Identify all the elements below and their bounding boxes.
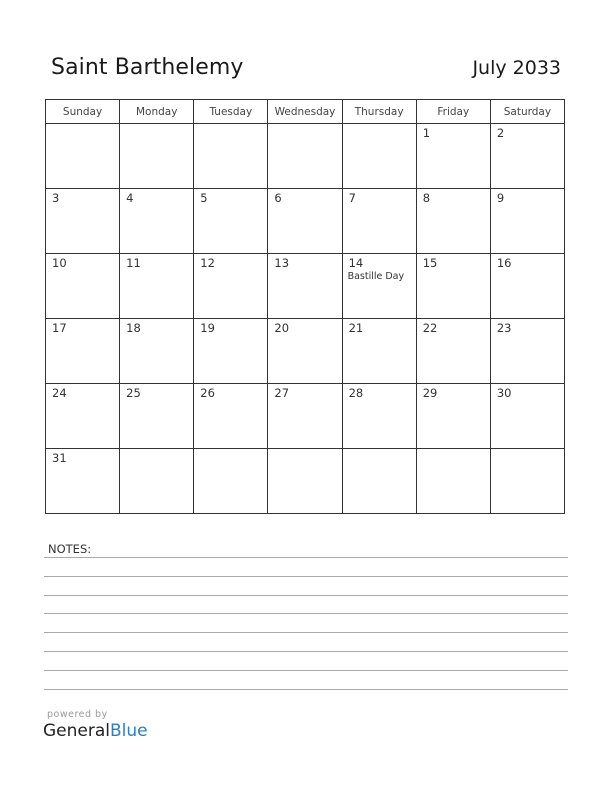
day-number: 16 xyxy=(496,256,512,270)
empty-day-cell xyxy=(268,124,342,189)
powered-by-label: powered by xyxy=(47,709,108,720)
empty-day-cell xyxy=(268,449,342,514)
month-year-label: July 2033 xyxy=(472,57,561,79)
empty-day-cell xyxy=(342,449,416,514)
day-number: 5 xyxy=(200,191,208,205)
empty-day-cell xyxy=(120,124,194,189)
day-number: 17 xyxy=(52,321,67,335)
day-number: 3 xyxy=(52,191,60,205)
day-cell xyxy=(120,384,194,449)
day-number: 12 xyxy=(200,256,215,270)
day-number: 7 xyxy=(348,191,356,205)
day-cell xyxy=(46,319,120,384)
day-number: 29 xyxy=(422,386,438,400)
day-cell xyxy=(120,254,194,319)
day-cell xyxy=(194,254,268,319)
weekday-header: Saturday xyxy=(490,100,564,124)
day-number: 28 xyxy=(348,386,364,400)
day-number: 20 xyxy=(274,321,290,335)
day-number: 18 xyxy=(126,321,141,335)
brand-logo-part1: General xyxy=(43,721,110,741)
day-cell xyxy=(120,189,194,254)
notes-line xyxy=(44,632,568,633)
weekday-header: Wednesday xyxy=(268,100,342,124)
day-cell xyxy=(268,319,342,384)
calendar-week-row xyxy=(46,124,565,189)
day-number: 1 xyxy=(422,126,431,140)
calendar-week-row xyxy=(46,254,565,319)
day-number: 24 xyxy=(52,386,67,400)
notes-line xyxy=(44,613,568,614)
day-number: 30 xyxy=(496,386,512,400)
brand-logo-part2: Blue xyxy=(110,721,148,741)
day-number: 14 xyxy=(348,256,364,270)
notes-label: NOTES: xyxy=(48,542,92,556)
day-number: 9 xyxy=(496,191,505,205)
brand-logo xyxy=(43,721,148,741)
calendar-week-row xyxy=(46,384,565,449)
notes-line xyxy=(44,670,568,671)
holiday-label: Bastille Day xyxy=(347,271,405,282)
day-cell xyxy=(268,254,342,319)
day-number: 23 xyxy=(496,321,512,335)
day-cell xyxy=(120,319,194,384)
day-number: 26 xyxy=(200,386,215,400)
day-cell xyxy=(490,254,564,319)
day-number: 27 xyxy=(274,386,290,400)
day-number: 25 xyxy=(126,386,141,400)
weekday-header: Friday xyxy=(416,100,490,124)
day-number: 15 xyxy=(422,256,438,270)
day-number: 10 xyxy=(52,256,67,270)
calendar-week-row xyxy=(46,449,565,514)
calendar-week-row xyxy=(46,189,565,254)
weekday-header: Sunday xyxy=(46,100,120,124)
calendar-title: Saint Barthelemy xyxy=(51,55,244,80)
day-cell xyxy=(490,319,564,384)
day-number: 31 xyxy=(52,451,67,465)
notes-line xyxy=(44,557,568,558)
day-cell xyxy=(342,189,416,254)
day-cell xyxy=(268,384,342,449)
notes-line xyxy=(44,576,568,577)
day-cell xyxy=(268,189,342,254)
empty-day-cell xyxy=(194,449,268,514)
calendar-week-row xyxy=(46,319,565,384)
day-number: 4 xyxy=(126,191,134,205)
day-cell xyxy=(194,384,268,449)
day-number: 11 xyxy=(126,256,141,270)
weekday-header-row xyxy=(46,100,565,124)
day-number: 19 xyxy=(200,321,215,335)
weekday-header: Thursday xyxy=(342,100,416,124)
day-cell xyxy=(416,189,490,254)
day-number: 6 xyxy=(274,191,282,205)
day-cell xyxy=(490,124,564,189)
day-cell xyxy=(342,384,416,449)
notes-line xyxy=(44,595,568,596)
day-number: 2 xyxy=(496,126,505,140)
day-cell xyxy=(46,254,120,319)
empty-day-cell xyxy=(194,124,268,189)
empty-day-cell xyxy=(490,449,564,514)
day-number: 22 xyxy=(422,321,438,335)
calendar-grid xyxy=(45,99,565,514)
day-cell xyxy=(416,254,490,319)
day-cell xyxy=(416,319,490,384)
empty-day-cell xyxy=(342,124,416,189)
day-cell xyxy=(46,189,120,254)
day-cell xyxy=(342,319,416,384)
notes-line xyxy=(44,651,568,652)
empty-day-cell xyxy=(120,449,194,514)
day-cell xyxy=(416,384,490,449)
notes-line xyxy=(44,689,568,690)
day-cell xyxy=(46,449,120,514)
empty-day-cell xyxy=(416,449,490,514)
day-cell xyxy=(46,384,120,449)
day-cell xyxy=(194,319,268,384)
day-cell xyxy=(490,189,564,254)
day-number: 8 xyxy=(422,191,431,205)
day-cell xyxy=(490,384,564,449)
empty-day-cell xyxy=(46,124,120,189)
weekday-header: Tuesday xyxy=(194,100,268,124)
day-cell xyxy=(416,124,490,189)
day-number: 21 xyxy=(348,321,364,335)
calendar-body xyxy=(46,124,565,514)
day-number: 13 xyxy=(274,256,290,270)
weekday-header: Monday xyxy=(120,100,194,124)
day-cell xyxy=(342,254,416,319)
day-cell xyxy=(194,189,268,254)
